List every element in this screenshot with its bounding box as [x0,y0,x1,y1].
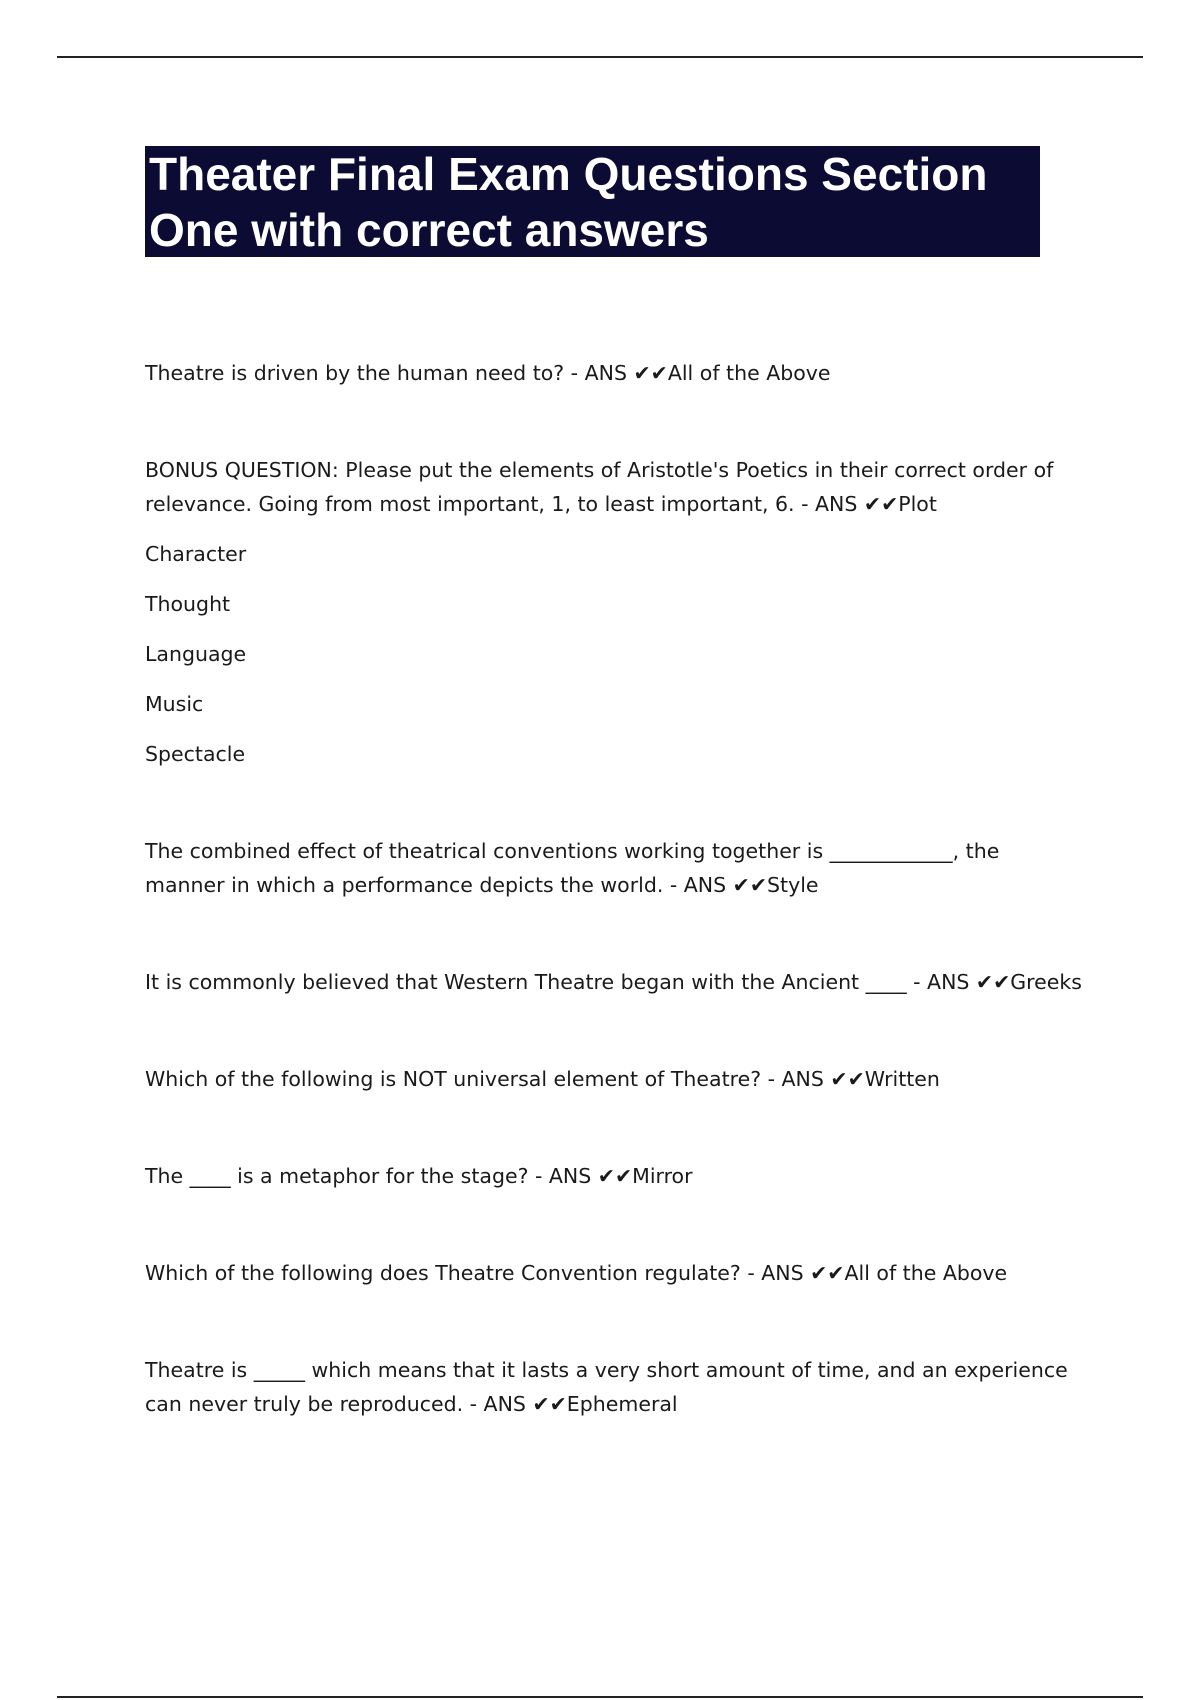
question-answer-1: Theatre is driven by the human need to? - ANS ✔✔All of the Above [145,361,831,385]
question-list [145,356,1085,1421]
question-answer-2: BONUS QUESTION: Please put the elements of Aristotle's Poetics in their correct order of relevance. Going from most important, 1, to least important, 6. - ANS ✔✔Plot [145,458,1054,516]
question-answer-6: The ____ is a metaphor for the stage? - ANS ✔✔Mirror [145,1164,693,1188]
question-answer-7: Which of the following does Theatre Convention regulate? - ANS ✔✔All of the Above [145,1261,1008,1285]
header-rule [57,56,1143,58]
answer-line-character: Character [145,542,247,566]
answer-line-thought: Thought [145,592,231,616]
title-banner [145,146,1040,257]
question-answer-8: Theatre is _____ which means that it lasts a very short amount of time, and an experience can never truly be reproduced. - ANS ✔✔Ephemeral [145,1358,1068,1416]
footer-rule [57,1696,1143,1698]
question-answer-4: It is commonly believed that Western Theatre began with the Ancient ____ - ANS ✔✔Greeks [145,970,1082,994]
answer-line-music: Music [145,692,204,716]
answer-line-language: Language [145,642,247,666]
answer-line-spectacle: Spectacle [145,742,246,766]
question-answer-5: Which of the following is NOT universal element of Theatre? - ANS ✔✔Written [145,1067,940,1091]
question-answer-3: The combined effect of theatrical conventions working together is ____________, the manner in which a performance depicts the world. - ANS ✔✔Style [145,839,1000,897]
page-title: Theater Final Exam Questions Section One with correct answers [149,148,988,256]
